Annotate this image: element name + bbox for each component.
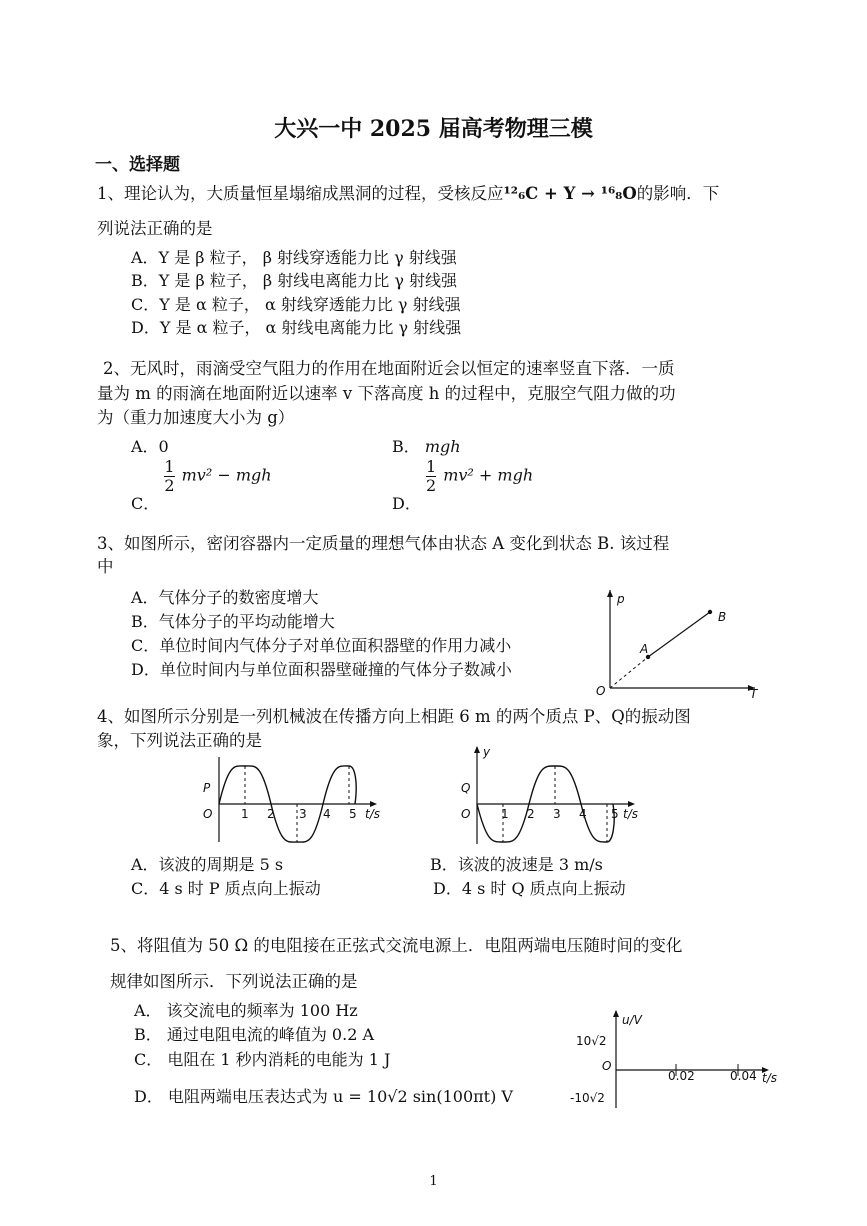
q2-option-b-expr: mgh [424,437,461,456]
y-axis-label: u/V [622,1013,642,1027]
q5-option-d: D． 电阻两端电压表达式为 u = 10√2 sin(100πt) V [134,1087,513,1106]
point-b-dot [708,610,712,614]
q1-option-d: D．Y 是 α 粒子， α 射线电离能力比 γ 射线强 [131,318,462,337]
q1-option-c: C．Y 是 α 粒子， α 射线穿透能力比 γ 射线强 [131,295,461,314]
tick-label: 0.02 [668,1069,695,1083]
fraction-denominator: 2 [425,475,437,495]
y-max-label: 10√2 [576,1034,607,1048]
q1-stem-line2: 列说法正确的是 [97,219,213,238]
q4-graph-q [455,742,650,847]
y-axis-label: p [617,592,625,606]
origin-label: O [461,807,471,821]
q3-option-b: B．气体分子的平均动能增大 [131,612,335,631]
tick-label: 5 [349,807,357,821]
tick-label: 1 [241,807,249,821]
fraction-numerator: 1 [425,457,437,476]
q4-option-d: D．4 s 时 Q 质点向上振动 [433,879,626,898]
q4-option-b: B．该波的波速是 3 m/s [430,855,603,874]
tick-label: 5 [611,807,619,821]
p-label: P [203,781,211,795]
y-axis-arrow [613,1010,619,1017]
q5-stem-line1: 5、将阻值为 50 Ω 的电阻接在正弦式交流电源上．电阻两端电压随时间的变化 [110,936,683,955]
q2-option-d-label: D． [392,493,421,513]
y-axis-arrow [474,746,480,753]
process-line [648,612,710,657]
question-1 [97,186,719,203]
q1-reaction: ¹²₆C + Y → ¹⁶₈O [503,184,637,203]
tick-label: 4 [323,807,331,821]
x-axis-label: t/s [623,807,638,821]
q3-option-c: C．单位时间内气体分子对单位面积器壁的作用力减小 [131,636,512,655]
q2-option-c-expr: mv² − mgh [181,465,272,485]
q2-option-c-fraction [164,458,174,494]
page-number: 1 [429,1174,438,1189]
q5-option-a: A． 该交流电的频率为 100 Hz [134,1001,358,1020]
q1-option-b: B．Y 是 β 粒子， β 射线电离能力比 γ 射线强 [131,271,457,290]
q5-stem-line2: 规律如图所示．下列说法正确的是 [110,972,358,991]
fraction-numerator: 1 [164,457,175,476]
q2-stem-line1: 2、无风时，雨滴受空气阻力的作用在地面附近会以恒定的速率竖直下落．一质 [103,359,675,378]
tick-label: 4 [579,807,587,821]
q2-option-d-expr: mv² + mgh [443,465,534,485]
q1-stem: 1、理论认为，大质量恒星塌缩成黑洞的过程，受核反应 [97,184,504,203]
q3-stem-line2: 中 [97,557,114,576]
q2-stem-line3: 为（重力加速度大小为 g） [97,408,295,427]
q5-ut-graph [566,1008,784,1110]
q4-option-a: A．该波的周期是 5 s [131,855,284,874]
origin-label: O [596,684,606,698]
q3-option-d: D．单位时间内与单位面积器壁碰撞的气体分子数减小 [131,660,512,679]
q4-option-c: C．4 s 时 P 质点向上振动 [131,879,321,898]
q3-stem-line1: 3、如图所示，密闭容器内一定质量的理想气体由状态 A 变化到状态 B. 该过程 [97,534,670,553]
origin-label: O [602,1059,612,1073]
tick-label: 0.04 [730,1069,757,1083]
extension-dashed [610,657,648,688]
q2-option-b [392,434,461,457]
point-a-label: A [640,642,649,656]
q2-option-d-fraction [426,458,436,494]
y-axis-arrow [607,590,613,597]
point-b-label: B [718,610,727,624]
y-axis-label: y [483,745,491,759]
y-min-label: -10√2 [570,1091,605,1105]
page-title: 大兴一中 2025 届高考物理三模 [274,116,593,142]
q5-option-b: B． 通过电阻电流的峰值为 0.2 A [134,1025,375,1044]
q2-option-c [131,457,272,513]
tick-label: 3 [299,807,307,821]
origin-label: O [203,807,213,821]
tick-label: 3 [553,807,561,821]
x-axis-label: t/s [365,807,380,821]
q2-option-c-label: C． [131,493,160,513]
q2-option-b-label: B． [392,437,420,456]
fraction-denominator: 2 [164,475,175,495]
q-label: Q [461,781,471,795]
q2-option-d [392,457,534,513]
q2-stem-line2: 量为 m 的雨滴在地面附近以速率 v 下落高度 h 的过程中，克服空气阻力做的功 [97,384,676,403]
tick-label: 2 [267,807,275,821]
q4-stem-line1: 4、如图所示分别是一列机械波在传播方向上相距 6 m 的两个质点 P、Q的振动图 [97,707,691,726]
q4-stem-line2: 象，下列说法正确的是 [97,731,262,750]
x-axis-label: T [750,687,758,700]
q1-stem-end: 的影响．下 [636,184,720,203]
tick-label: 2 [527,807,535,821]
q3-pt-graph [590,585,765,700]
q2-option-a: A．0 [131,437,169,456]
section-heading: 一、选择题 [95,155,180,175]
tick-label: 1 [501,807,509,821]
q1-option-a: A．Y 是 β 粒子， β 射线穿透能力比 γ 射线强 [131,248,457,267]
x-axis-label: t/s [762,1071,777,1085]
q5-option-c: C． 电阻在 1 秒内消耗的电能为 1 J [134,1050,391,1069]
q3-option-a: A．气体分子的数密度增大 [131,588,319,607]
q4-graph-p [195,752,390,847]
